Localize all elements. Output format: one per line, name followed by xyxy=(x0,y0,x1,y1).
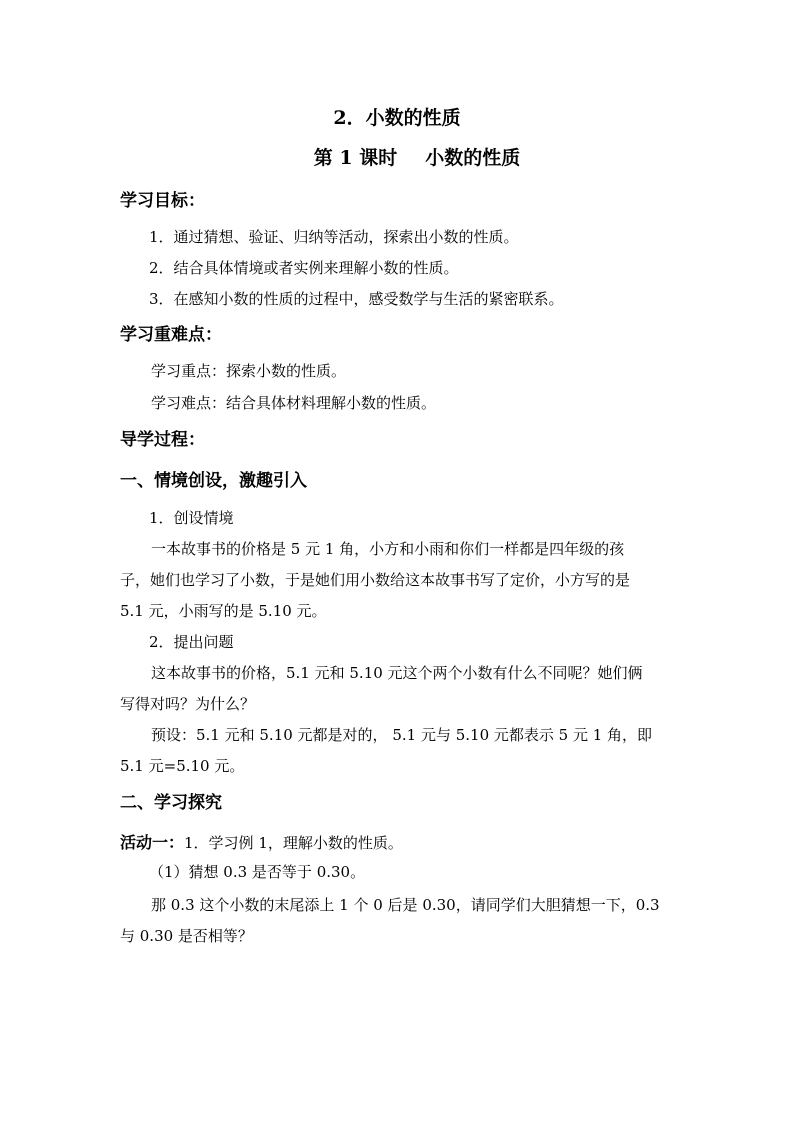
activity-text: 1．学习例 1，理解小数的性质。 xyxy=(184,834,403,852)
story-line: 一本故事书的价格是 5 元 1 角，小方和小雨和你们一样都是四年级的孩 xyxy=(151,540,625,558)
key-point-difficulty: 学习难点：结合具体材料理解小数的性质。 xyxy=(151,394,437,412)
question-line: 这本故事书的价格，5.1 元和 5.10 元这个两个小数有什么不同呢？她们俩 xyxy=(151,664,643,682)
preset-line: 预设：5.1 元和 5.10 元都是对的， 5.1 元与 5.10 元都表示 5 元 1 角，即 xyxy=(151,726,653,744)
document-title: 2．小数的性质 xyxy=(333,107,461,129)
key-point-focus: 学习重点：探索小数的性质。 xyxy=(151,362,347,380)
lesson-number: 第 1 课时 xyxy=(313,147,398,169)
story-line: 子，她们也学习了小数，于是她们用小数给这本故事书写了定价，小方写的是 xyxy=(120,571,631,589)
guess-line: 那 0.3 这个小数的末尾添上 1 个 0 后是 0.30，请同学们大胆猜想一下，0.3 xyxy=(151,896,660,914)
story-line: 5.1 元，小雨写的是 5.10 元。 xyxy=(120,602,327,620)
objective-item: 2．结合具体情境或者实例来理解小数的性质。 xyxy=(149,259,459,277)
step2-label: 2．提出问题 xyxy=(149,633,234,651)
lesson-name: 小数的性质 xyxy=(425,147,521,169)
section1-heading: 一、情境创设，激趣引入 xyxy=(120,471,307,491)
key-points-heading: 学习重难点： xyxy=(120,325,222,345)
guess-subtitle: （1）猜想 0.3 是否等于 0.30。 xyxy=(149,863,366,881)
objectives-heading: 学习目标： xyxy=(120,191,205,211)
preset-line: 5.1 元=5.10 元。 xyxy=(120,757,245,775)
activity-one-line xyxy=(120,833,403,853)
lesson-subtitle xyxy=(20,146,794,170)
question-line: 写得对吗？为什么？ xyxy=(120,695,256,713)
section2-heading: 二、学习探究 xyxy=(120,793,222,813)
activity-label: 活动一： xyxy=(120,833,185,852)
process-heading: 导学过程： xyxy=(120,430,205,450)
guess-line: 与 0.30 是否相等？ xyxy=(120,927,253,945)
objective-item: 3．在感知小数的性质的过程中，感受数学与生活的紧密联系。 xyxy=(149,290,564,308)
step1-label: 1．创设情境 xyxy=(149,509,234,527)
objective-item: 1．通过猜想、验证、归纳等活动，探索出小数的性质。 xyxy=(149,228,519,246)
